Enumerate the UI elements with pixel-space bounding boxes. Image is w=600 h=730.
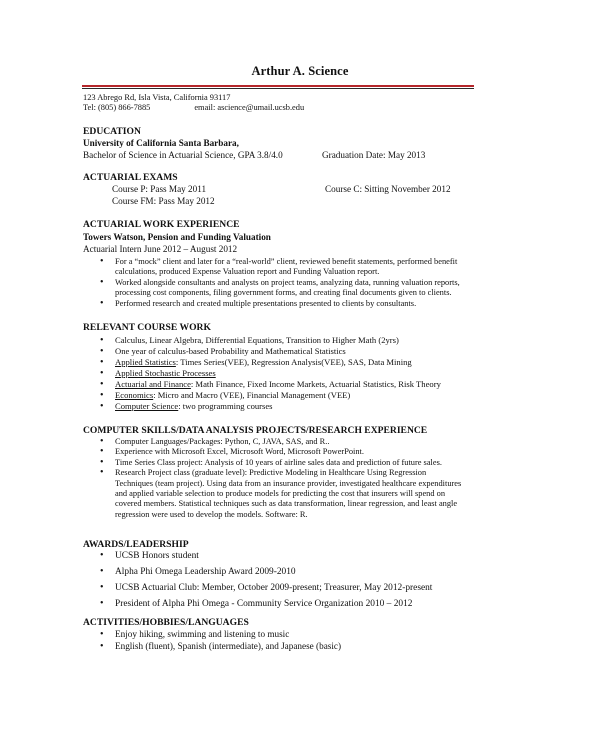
resume-name: Arthur A. Science (251, 64, 349, 78)
education-graduation: Graduation Date: May 2013 (322, 150, 426, 160)
list-item: • Worked alongside consultants and analysts on project teams, analyzing data, running valuation reports, (100, 276, 460, 288)
bullet-icon: • (100, 629, 104, 640)
contact-line (83, 103, 304, 113)
awards-list (100, 548, 432, 612)
exam-course-fm: Course FM: Pass May 2012 (112, 196, 215, 206)
exams-heading: ACTUARIAL EXAMS (83, 172, 178, 183)
bullet-icon: • (100, 335, 104, 346)
bullet-icon: • (100, 467, 104, 479)
list-item: • One year of calculus-based Probability and Mathematical Statistics (100, 346, 346, 357)
list-item: • Applied Statistics: Times Series(VEE), Regression Analysis(VEE), SAS, Data Mining (100, 357, 412, 368)
list-item: • English (fluent), Spanish (intermediate), and Japanese (basic) (100, 640, 342, 652)
bullet-icon: • (100, 446, 104, 458)
contact-email: email: ascience@umail.ucsb.edu (194, 103, 305, 112)
contact-address: 123 Abrego Rd, Isla Vista, California 93117 (83, 93, 231, 102)
education-degree-text: Bachelor of Science in Actuarial Science, GPA 3.8/4.0 (83, 150, 283, 160)
education-school: University of California Santa Barbara, (83, 138, 239, 148)
exam-course-p (112, 184, 451, 194)
list-item: • For a “mock” client and later for a “real-world” client, reviewed benefit statements, performed benefit (100, 256, 458, 267)
list-item: calculations, produced Expense Valuation report and Funding Valuation report. (115, 267, 380, 277)
experience-role: Actuarial Intern June 2012 – August 2012 (83, 244, 238, 254)
bullet-icon: • (100, 436, 104, 447)
bullet-icon: • (100, 550, 104, 561)
bullet-icon: • (100, 346, 104, 357)
bullet-icon: • (100, 598, 104, 609)
list-item: • Experience with Microsoft Excel, Microsoft Word, Microsoft PowerPoint. (100, 446, 364, 458)
list-item: • Alpha Phi Omega Leadership Award 2009-2010 (100, 564, 432, 580)
header-rule-red (82, 85, 474, 87)
coursework-heading: RELEVANT COURSE WORK (83, 322, 211, 333)
bullet-icon: • (100, 640, 104, 652)
list-item: covered members. Statistical techniques such as data transformation, linear regression, and least angle (115, 499, 458, 509)
list-item: • Actuarial and Finance: Math Finance, Fixed Income Markets, Actuarial Statistics, Risk Theory (100, 379, 441, 390)
activities-list (100, 629, 341, 652)
list-item: • President of Alpha Phi Omega - Community Service Organization 2010 – 2012 (100, 596, 432, 612)
bullet-icon: • (100, 256, 104, 267)
list-item: • Performed research and created multiple presentations presented to clients by consultants. (100, 297, 417, 309)
experience-list (100, 257, 460, 309)
header-rule-dark (82, 88, 474, 89)
bullet-icon: • (100, 368, 104, 379)
list-item: • Calculus, Linear Algebra, Differential Equations, Transition to Higher Math (2yrs) (100, 335, 399, 346)
bullet-icon: • (100, 379, 104, 390)
list-item: • Computer Languages/Packages: Python, C, JAVA, SAS, and R.. (100, 436, 330, 447)
list-item: Techniques (team project). Using data from an insurance provider, investigated healthcare expenditures (115, 478, 462, 488)
bullet-icon: • (100, 297, 104, 309)
list-item: • Economics: Micro and Macro (VEE), Financial Management (VEE) (100, 390, 351, 401)
bullet-icon: • (100, 276, 104, 288)
bullet-icon: • (100, 390, 104, 401)
bullet-icon: • (100, 401, 104, 412)
awards-heading: AWARDS/LEADERSHIP (83, 539, 189, 550)
coursework-list (100, 335, 441, 412)
skills-list (100, 437, 461, 520)
list-item: • Time Series Class project: Analysis of 10 years of airline sales data and prediction of future sales. (100, 456, 442, 468)
bullet-icon: • (100, 566, 104, 577)
list-item: regression were used to develop the models. Software: R. (115, 509, 308, 519)
bullet-icon: • (100, 456, 104, 468)
contact-phone: Tel: (805) 866-7885 (83, 103, 151, 112)
experience-company: Towers Watson, Pension and Funding Valuation (83, 232, 271, 242)
list-item: • Computer Science: two programming courses (100, 401, 273, 412)
education-heading: EDUCATION (83, 126, 141, 137)
exam-course-c: Course C: Sitting November 2012 (325, 184, 451, 194)
bullet-icon: • (100, 582, 104, 593)
exam-course-p-text: Course P: Pass May 2011 (112, 184, 207, 194)
experience-heading: ACTUARIAL WORK EXPERIENCE (83, 219, 240, 230)
bullet-icon: • (100, 357, 104, 368)
education-degree (83, 150, 426, 160)
list-item: processing cost components, filing government forms, and creating final documents given to clients. (115, 288, 452, 298)
list-item: • UCSB Actuarial Club: Member, October 2009-present; Treasurer, May 2012-present (100, 580, 432, 596)
list-item: • UCSB Honors student (100, 548, 432, 564)
list-item: • Research Project class (graduate level): Predictive Modeling in Healthcare Using Regression (100, 467, 427, 479)
list-item: • Applied Stochastic Processes (100, 368, 216, 379)
list-item: • Enjoy hiking, swimming and listening to music (100, 629, 290, 640)
skills-heading: COMPUTER SKILLS/DATA ANALYSIS PROJECTS/RESEARCH EXPERIENCE (83, 425, 428, 436)
list-item: and applied variable selection to produce models for predicting the cost that insurers will spend on (115, 489, 446, 499)
activities-heading: ACTIVITIES/HOBBIES/LANGUAGES (83, 617, 249, 628)
